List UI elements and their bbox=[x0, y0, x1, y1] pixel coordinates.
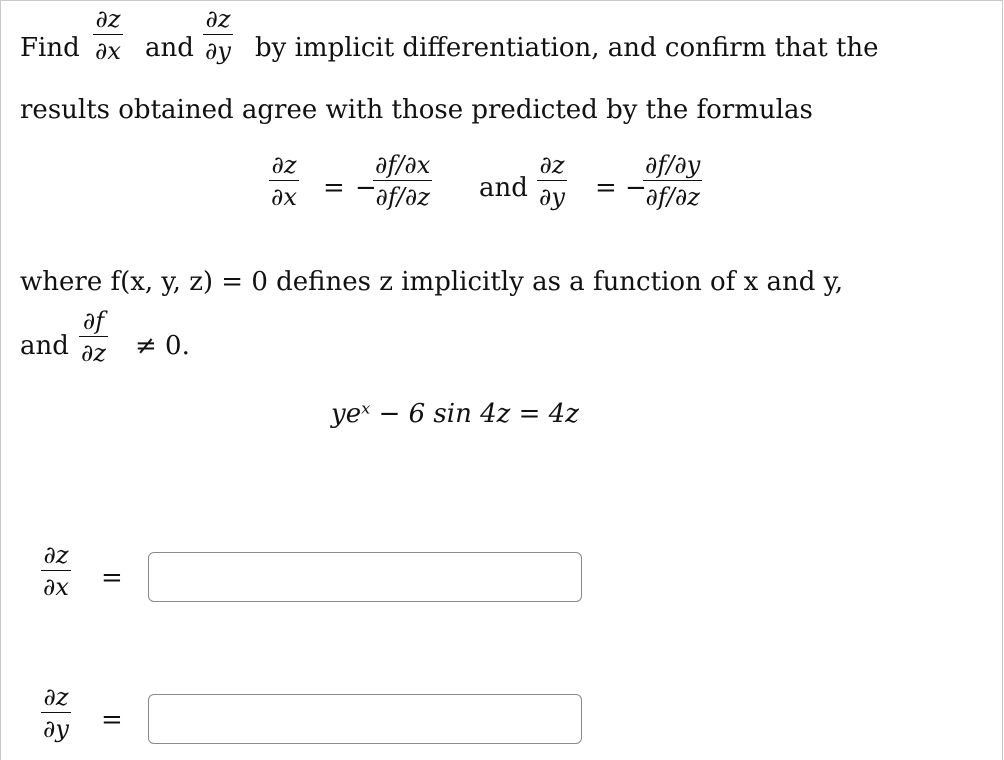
answer-dzdx-numerator: ∂z bbox=[43, 541, 69, 569]
formula1-minus: − bbox=[355, 173, 377, 203]
formula1-equals: = bbox=[323, 173, 345, 203]
intro-line1-rest: by implicit differentiation, and confirm that the bbox=[255, 33, 879, 63]
answer-dzdx-equals: = bbox=[101, 563, 123, 593]
formula1-lhs-numerator: ∂z bbox=[271, 151, 297, 179]
df-dz-numerator: ∂f bbox=[82, 307, 105, 335]
condition-and-label: and bbox=[20, 331, 69, 361]
intro-dz-dy-denominator: ∂y bbox=[205, 37, 231, 65]
df-dz-denominator: ∂z bbox=[81, 339, 107, 367]
and-label-1: and bbox=[145, 33, 194, 63]
formula2-rhs-numerator: ∂f/∂y bbox=[645, 151, 701, 179]
fraction-bar bbox=[41, 712, 71, 713]
intro-dz-dx-denominator: ∂x bbox=[95, 37, 121, 65]
df-dz-fraction bbox=[79, 307, 108, 367]
formula1-rhs-denominator: ∂f/∂z bbox=[375, 183, 430, 211]
implicit-equation: yeˣ − 6 sin 4z = 4z bbox=[331, 399, 579, 429]
formula2-lhs-numerator: ∂z bbox=[539, 151, 565, 179]
dzdx-answer-input[interactable] bbox=[148, 552, 582, 602]
intro-dz-dx-fraction bbox=[93, 5, 123, 65]
answer-dzdy-numerator: ∂z bbox=[43, 683, 69, 711]
fraction-bar bbox=[203, 34, 233, 35]
formula2-lhs-fraction bbox=[537, 151, 567, 211]
find-label: Find bbox=[20, 33, 80, 63]
dzdy-answer-input[interactable] bbox=[148, 694, 582, 744]
formula2-rhs-denominator: ∂f/∂z bbox=[645, 183, 700, 211]
formulas-and-label: and bbox=[479, 173, 528, 203]
formula1-lhs-fraction bbox=[269, 151, 299, 211]
answer-dzdx-label bbox=[41, 541, 71, 601]
formula2-lhs-denominator: ∂y bbox=[539, 183, 565, 211]
intro-dz-dy-fraction bbox=[203, 5, 233, 65]
fraction-bar bbox=[79, 336, 108, 337]
formula1-rhs-numerator: ∂f/∂x bbox=[375, 151, 431, 179]
not-equal-zero: ≠ 0. bbox=[135, 331, 190, 361]
formula1-lhs-denominator: ∂x bbox=[271, 183, 297, 211]
intro-dz-dy-numerator: ∂z bbox=[205, 5, 231, 33]
fraction-bar bbox=[537, 180, 567, 181]
condition-line1: where f(x, y, z) = 0 defines z implicitly as a function of x and y, bbox=[20, 267, 844, 297]
intro-dz-dx-numerator: ∂z bbox=[95, 5, 121, 33]
answer-dzdy-equals: = bbox=[101, 705, 123, 735]
intro-line2: results obtained agree with those predicted by the formulas bbox=[20, 95, 813, 125]
answer-dzdx-denominator: ∂x bbox=[43, 573, 69, 601]
fraction-bar bbox=[643, 180, 702, 181]
fraction-bar bbox=[93, 34, 123, 35]
formula2-equals: = bbox=[595, 173, 617, 203]
fraction-bar bbox=[41, 570, 71, 571]
fraction-bar bbox=[269, 180, 299, 181]
formula1-rhs-fraction bbox=[373, 151, 432, 211]
formula2-rhs-fraction bbox=[643, 151, 702, 211]
answer-dzdy-label bbox=[41, 683, 71, 743]
answer-dzdy-denominator: ∂y bbox=[43, 715, 69, 743]
formula2-minus: − bbox=[625, 173, 647, 203]
fraction-bar bbox=[373, 180, 432, 181]
